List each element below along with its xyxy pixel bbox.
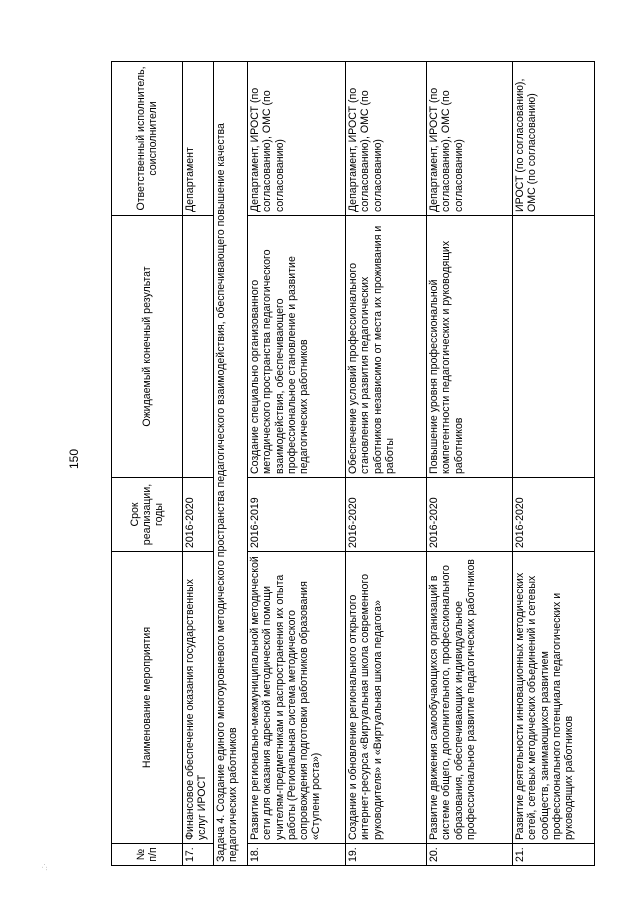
row-num: 21. <box>513 844 595 866</box>
row-result <box>183 216 214 478</box>
row-activity: Развитие движения самообучающихся организаций в системе общего, дополнительного, профессионального образования, обеспечивающих индивидуальное профессиональное развитие педагогических работников <box>427 552 513 844</box>
table-row <box>248 62 346 866</box>
task-heading: Задача 4. Создание единого многоуровневого методического пространства педагогического взаимодействия, обеспечивающего повышение качества педагогических работников <box>214 62 248 866</box>
row-num: 19. <box>346 844 427 866</box>
header-term: Срок реализации, годы <box>112 478 183 552</box>
activities-table <box>111 61 595 866</box>
row-activity: Создание и обновление регионального открытого интернет-ресурса «Виртуальная школа современного руководителя» и «Виртуальная школа педагога» <box>346 552 427 844</box>
header-responsible: Ответственный исполнитель, соисполнители <box>112 62 183 216</box>
row-activity: Развитие регионально-межмуниципальной методической сети для оказания адресной методической помощи учителям-предметникам и распространения их опыта работы (Региональная система методического сопровождения подготовки работников образования «Ступени роста») <box>248 552 346 844</box>
table-header-row <box>112 62 183 866</box>
row-responsible: Департамент, ИРОСТ (по согласованию), ОМС (по согласованию) <box>248 62 346 216</box>
row-responsible: ИРОСТ (по согласованию), ОМС (по согласованию) <box>513 62 595 216</box>
header-activity: Наименование мероприятия <box>112 552 183 844</box>
table-row <box>427 62 513 866</box>
row-num: 20. <box>427 844 513 866</box>
row-term: 2016-2020 <box>513 478 595 552</box>
row-term: 2016-2020 <box>427 478 513 552</box>
row-result: Создание специально организованного методического пространства педагогического взаимодействия, обеспечивающего профессиональное становление и развитие педагогических работников <box>248 216 346 478</box>
table-row <box>513 62 595 866</box>
row-term: 2016-2020 <box>183 478 214 552</box>
page-number: 150 <box>67 448 82 470</box>
row-term: 2016-2020 <box>346 478 427 552</box>
row-term: 2016-2019 <box>248 478 346 552</box>
row-responsible: Департамент, ИРОСТ (по согласованию), ОМС (по согласованию) <box>427 62 513 216</box>
row-responsible: Департамент, ИРОСТ (по согласованию), ОМС (по согласованию) <box>346 62 427 216</box>
row-num: 18. <box>248 844 346 866</box>
rotated-table-content <box>111 62 576 866</box>
row-result: Повышение уровня профессиональной компетентности педагогических и руководящих работников <box>427 216 513 478</box>
row-result: Обеспечение условий профессионального становления и развития педагогических работников независимо от места их проживания и работы <box>346 216 427 478</box>
row-activity: Развитие деятельности инновационных методических сетей, сетевых методических объединений и сетевых сообществ, занимающихся развитием профессионального потенциала педагогических и руководящих работников <box>513 552 595 844</box>
row-result <box>513 216 595 478</box>
scan-speck: .:· <box>39 863 49 871</box>
header-num: № п/п <box>112 844 183 866</box>
row-num: 17. <box>183 844 214 866</box>
rotated-table-area <box>111 62 576 866</box>
row-activity: Финансовое обеспечение оказания государственных услуг ИРОСТ <box>183 552 214 844</box>
table-row <box>183 62 214 866</box>
row-responsible: Департамент <box>183 62 214 216</box>
task-row <box>214 62 248 866</box>
table-row <box>346 62 427 866</box>
header-result: Ожидаемый конечный результат <box>112 216 183 478</box>
